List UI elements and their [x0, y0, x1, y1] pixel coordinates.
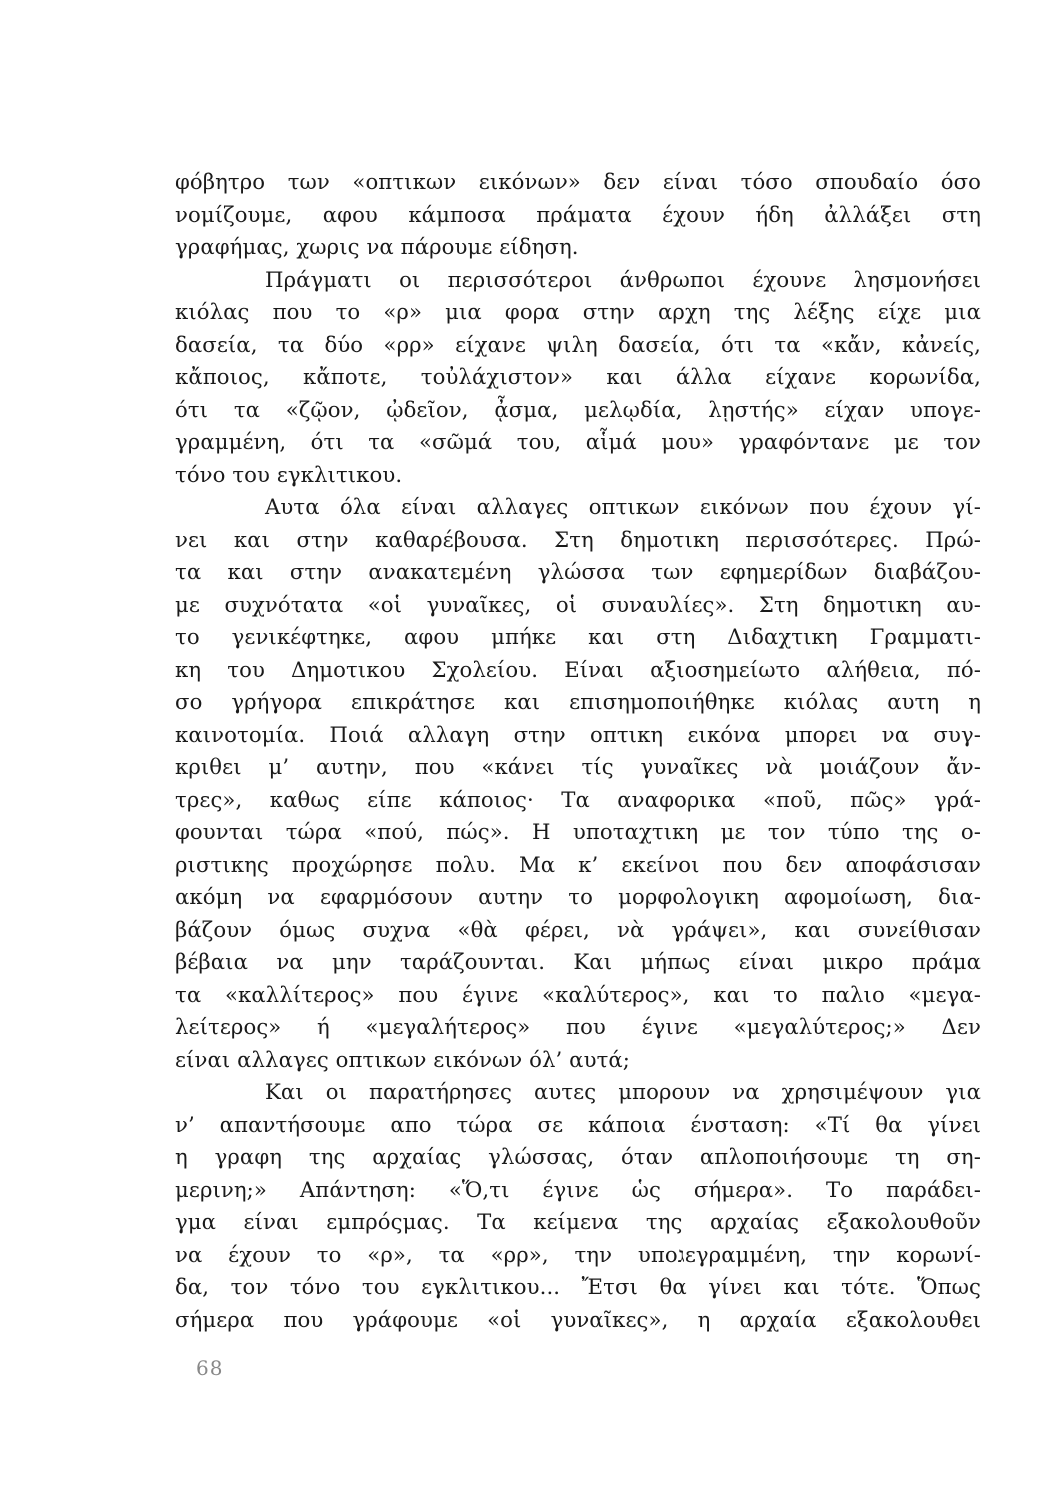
text-line: ότι τα «ζῷον, ᾠδεῖον, ᾆσμα, μελῳδία, λῃστής» είχαν υπογε- [175, 396, 981, 422]
text-line: φουνται τώρα «πού, πώς». Η υποταχτικη με τον τύπο της ο- [175, 819, 981, 844]
text-line: ριστικης προχώρησε πολυ. Μα κ’ εκείνοι που δεν αποφάσισαν [175, 851, 981, 877]
text-line: μερινη;» Απάντηση: «Ὅ,τι έγινε ὡς σήμερα». Το παράδει- [175, 1176, 981, 1202]
text-line: σο γρήγορα επικράτησε και επισημοποιήθηκε κιόλας αυτη η [175, 689, 981, 714]
text-line: τρες», καθως είπε κάποιος· Τα αναφορικα «ποῦ, πῶς» γρά- [175, 786, 981, 812]
text-line: η γραφη της αρχαίας γλώσσας, όταν απλοποιήσουμε τη ση- [175, 1144, 981, 1169]
text-line: με συχνότατα «οἱ γυναῖκες, οἱ συναυλίες». Στη δημοτικη αυ- [175, 591, 981, 617]
text-line: καινοτομία. Ποιά αλλαγη στην οπτικη εικόνα μπορει να συγ- [175, 721, 981, 747]
text-line: γραφήμας, χωρις να πάρουμε είδηση. [175, 234, 579, 259]
text-line: γμα είναι εμπρόςμας. Τα κείμενα της αρχαίας εξακολουθοῦν [175, 1209, 981, 1234]
text-line: να έχουν το «ρ», τα «ρρ», την υποגεγραμμένη, την κορωνί- [175, 1241, 981, 1267]
text-line: νει και στην καθαρέβουσα. Στη δημοτικη περισσότερες. Πρώ- [175, 526, 981, 552]
text-line: τα «καλλίτερος» που έγινε «καλύτερος», και το παλιο «μεγα- [175, 981, 981, 1007]
text-line: κη του Δημοτικου Σχολείου. Είναι αξιοσημείωτο αλήθεια, πό- [175, 656, 981, 682]
text-line: ακόμη να εφαρμόσουν αυτην το μορφολογικη αφομοίωση, δια- [175, 884, 981, 909]
paragraph-start-line: Και οι παρατήρησες αυτες μπορουν να χρησιμέψουν για [265, 1079, 981, 1104]
text-line: δα, τον τόνο του εγκλιτικου... Ἔτσι θα γίνει και τότε. Ὅπως [175, 1274, 981, 1299]
text-line: τα και στην ανακατεμένη γλώσσα των εφημερίδων διαβάζου- [175, 559, 981, 584]
text-line: είναι αλλαγες οπτικων εικόνων όλ’ αυτά; [175, 1046, 631, 1072]
text-line: φόβητρο των «οπτικων εικόνων» δεν είναι τόσο σπουδαίο όσο [175, 169, 981, 194]
text-line: γραμμένη, ότι τα «σῶμά του, αἷμά μου» γραφόντανε με τον [175, 429, 981, 454]
text-line: λείτερος» ή «μεγαλήτερος» που έγινε «μεγαλύτερος;» Δεν [175, 1014, 981, 1039]
page-number: 68 [196, 1356, 224, 1380]
text-line: κιόλας που το «ρ» μια φορα στην αρχη της λέξης είχε μια [175, 299, 981, 324]
text-line: βέβαια να μην ταράζουνται. Και μήπως είναι μικρο πράμα [175, 949, 981, 974]
text-line: τόνο του εγκλιτικου. [175, 461, 403, 487]
paragraph-start-line: Πράγματι οι περισσότεροι άνθρωποι έχουνε λησμονήσει [265, 266, 981, 292]
text-line: νομίζουμε, αφου κάμποσα πράματα έχουν ήδη ἀλλάξει στη [175, 201, 981, 227]
paragraph-start-line: Αυτα όλα είναι αλλαγες οπτικων εικόνων που έχουν γί- [265, 494, 981, 519]
text-line: ν’ απαντήσουμε απο τώρα σε κάποια ένσταση: «Τί θα γίνει [175, 1111, 981, 1137]
text-line: κριθει μ’ αυτην, που «κάνει τίς γυναῖκες νὰ μοιάζουν ἄν- [175, 754, 981, 779]
text-line: το γενικέφτηκε, αφου μπήκε και στη Διδαχτικη Γραμματι- [175, 624, 981, 649]
body-text [175, 166, 981, 1336]
text-line: δασεία, τα δύο «ρρ» είχανε ψιλη δασεία, ότι τα «κἄν, κἀνείς, [175, 331, 981, 357]
text-line: κἄποιος, κἄποτε, τοὐλάχιστον» και άλλα είχανε κορωνίδα, [175, 364, 981, 389]
text-line: βάζουν όμως συχνα «θὰ φέρει, νὰ γράψει», και συνείθισαν [175, 916, 981, 942]
text-line: σήμερα που γράφουμε «οἱ γυναῖκες», η αρχαία εξακολουθει [175, 1306, 981, 1332]
